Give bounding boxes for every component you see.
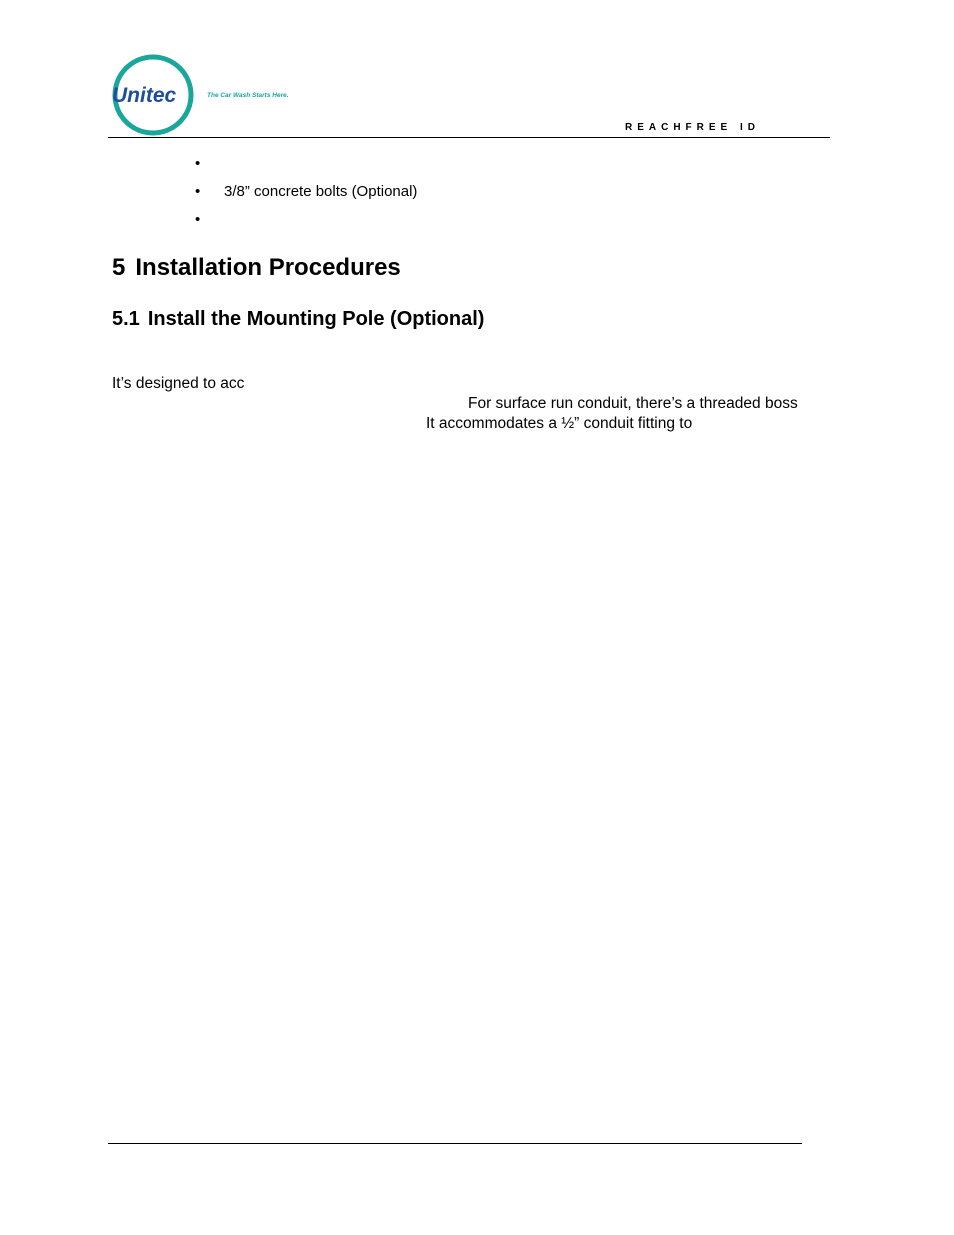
- logo-tagline: The Car Wash Starts Here.: [207, 92, 289, 99]
- list-item-text: 3/8” concrete bolts (Optional): [224, 183, 418, 200]
- list-item: [195, 209, 417, 237]
- bullet-icon: •: [195, 183, 201, 200]
- section-title: Installation Procedures: [135, 254, 401, 281]
- section-number: 5: [112, 254, 126, 281]
- bullet-icon: •: [195, 211, 201, 228]
- unitec-logo: [108, 54, 298, 136]
- materials-list: [195, 153, 417, 237]
- list-item: [195, 153, 417, 181]
- paragraph-line-1: It’s designed to acc: [112, 375, 245, 392]
- paragraph-line-2: For surface run conduit, there’s a threaded boss: [468, 395, 798, 412]
- bullet-icon: •: [195, 155, 201, 172]
- header-divider: [108, 137, 830, 138]
- section-heading: [112, 254, 401, 282]
- paragraph-line-3: It accommodates a ½” conduit fitting to: [426, 415, 693, 432]
- list-item: [195, 181, 417, 209]
- logo-brand-text: Unitec: [112, 84, 177, 107]
- subsection-heading: [112, 308, 484, 331]
- footer-divider: [108, 1143, 802, 1144]
- header-title: REACHFREE ID: [624, 122, 760, 133]
- subsection-number: 5.1: [112, 308, 140, 330]
- subsection-title: Install the Mounting Pole (Optional): [147, 308, 485, 330]
